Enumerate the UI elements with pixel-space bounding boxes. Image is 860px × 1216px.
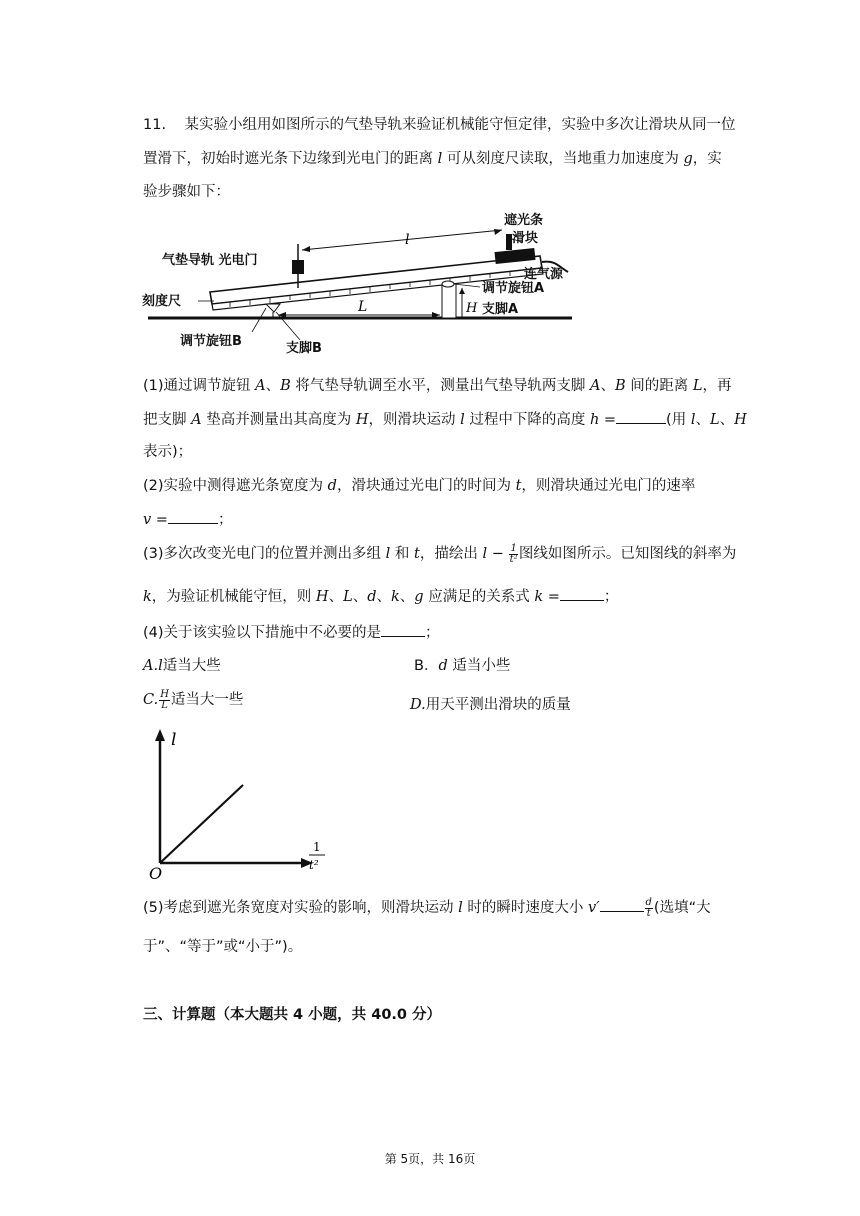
part3-line-2: k，为验证机械能守恒，则 H、L、d、k、g 应满足的关系式 k = ； [143, 589, 619, 605]
label-knob-b: 调节旋钮B [180, 334, 242, 349]
label-slider: 滑块 [512, 231, 539, 246]
fraction-one-over-t-squared: $\frac{1}{\text{t²}}$ [509, 542, 518, 565]
part3-line-1: (3)多次改变光电门的位置并测出多组 l 和 t，描绘出 l − $\frac{1}{\text{t²}}$ 图线如图所示。已知图线的斜率为 [143, 542, 737, 565]
part4-stem: (4)关于该实验以下措施中不必要的是 ； [143, 625, 440, 641]
label-shade-strip: 遮光条 [504, 213, 544, 228]
part2-line-1: (2)实验中测得遮光条宽度为 d，滑块通过光电门的时间为 t，则滑块通过光电门的速率 [143, 478, 696, 494]
part2-line-2: v = ； [143, 512, 233, 528]
question-number: 11. [143, 117, 167, 133]
option-b[interactable]: B．d 适当小些 [414, 658, 511, 674]
answer-blank-1[interactable] [616, 411, 666, 424]
part5-line-2: 于”、“等于”或“小于”)。 [143, 939, 303, 955]
section-heading: 三、计算题（本大题共 4 小题，共 40.0 分） [143, 1007, 442, 1023]
question-intro-line-1: 11. 某实验小组用如图所示的气垫导轨来验证机械能守恒定律，实验中多次让滑块从同一位 [143, 117, 736, 133]
option-c[interactable]: C. $\frac{H}{L}$ 适当大一些 [143, 688, 244, 711]
question-intro-line-2: 置滑下，初始时遮光条下边缘到光电门的距离 l 可从刻度尺读取，当地重力加速度为 g，实 [143, 151, 722, 167]
svg-text:L: L [358, 299, 368, 315]
label-air-source: 连气源 [524, 267, 564, 282]
air-track-apparatus-figure [140, 212, 580, 357]
label-ruler: 刻度尺 [142, 294, 182, 309]
x-axis-label-num: 1 [313, 840, 321, 854]
part1-line-3: 表示)； [143, 444, 193, 460]
label-foot-a: 支脚A [482, 302, 519, 317]
origin-label: O [149, 864, 163, 879]
label-rail-and-gate: 气垫导轨 光电门 [162, 253, 258, 268]
answer-blank-2[interactable] [168, 511, 218, 524]
part1-line-1: (1)通过调节旋钮 A、B 将气垫导轨调至水平，测量出气垫导轨两支脚 A、B 间的距离 L，再 [143, 378, 732, 394]
svg-text:H: H [466, 301, 478, 316]
page-footer: 第 5页，共 16页 [384, 1152, 476, 1166]
answer-blank-5[interactable] [600, 899, 644, 912]
x-axis-label-den: t² [309, 858, 319, 872]
option-d[interactable]: D.用天平测出滑块的质量 [410, 697, 571, 713]
part5-line-1: (5)考虑到遮光条宽度对实验的影响，则滑块运动 l 时的瞬时速度大小 v′ $\frac{d}{t}$ (选填“大 [143, 896, 711, 919]
l-vs-inverse-t-squared-graph [145, 727, 345, 879]
graph-line [160, 785, 243, 863]
label-knob-a: 调节旋钮A [482, 281, 545, 296]
label-foot-b: 支脚B [286, 341, 322, 356]
option-a[interactable]: A.l适当大些 [143, 658, 221, 674]
fraction-h-over-l: $\frac{H}{L}$ [160, 688, 169, 711]
question-intro-line-3: 验步骤如下： [143, 184, 230, 200]
label-l: l [405, 232, 410, 248]
answer-blank-4[interactable] [381, 624, 425, 637]
fraction-d-over-t: $\frac{d}{t}$ [645, 896, 652, 919]
answer-blank-3[interactable] [560, 588, 604, 601]
part1-line-2: 把支脚 A 垫高并测量出其高度为 H，则滑块运动 l 过程中下降的高度 h = (用 l、L、H [143, 412, 747, 428]
y-axis-arrow-icon [155, 729, 165, 741]
y-axis-label: l [171, 730, 177, 750]
